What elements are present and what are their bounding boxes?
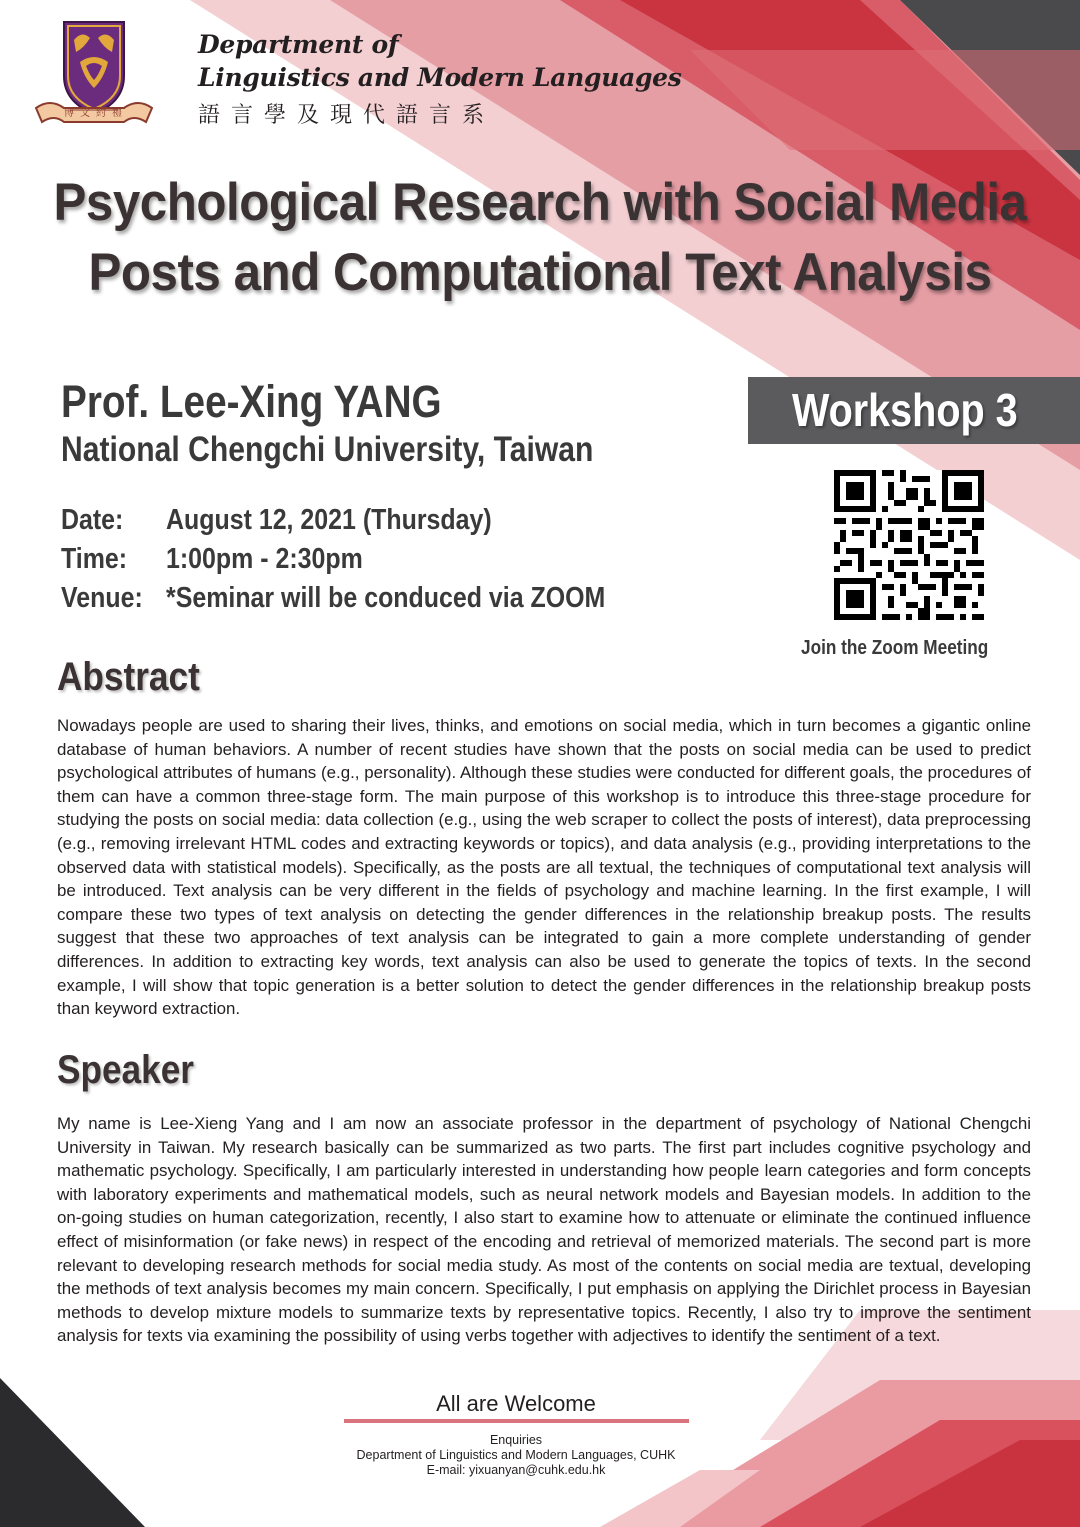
qr-caption: Join the Zoom Meeting bbox=[801, 637, 989, 659]
speaker-affiliation: National Chengchi University, Taiwan bbox=[61, 430, 594, 469]
abstract-text: Nowadays people are used to sharing their lives, thinks, and emotions on social media, which in turn becomes a gigantic online database of human behaviors. A number of recent studies have shown that the posts on social media can be used to predict psychological attributes of humans (e.g., personality). Although these studies were conducted for different goals, the procedures of them can have a common three-stage form. The main purpose of this workshop is to introduce this three-stage procedure for studying the posts on social media: data collection (e.g., using the web scraper to collect the posts of interest), data preprocessing (e.g., removing irrelevant HTML codes and extracting keywords or topics), and data analysis (e.g., providing interpretations to the observed data with statistical models). Specifically, as the posts are all textual, the techniques of computational text analysis will be introduced. Text analysis can be very different in the fields of psychology and machine learning. In the first example, I will compare these two types of text analysis on detecting the gender differences in the relationship breakup posts. The results suggest that these two approaches of text analysis can be integrated to gain a more complete understanding of gender differences. In addition to extracting key words, text analysis can also be used to generate the topics of texts. In the second example, I will show that topic generation is a better solution to detect the gender differences in the relationship breakup posts than keyword extraction. bbox=[57, 716, 1031, 1019]
workshop-badge-label: Workshop 3 bbox=[792, 384, 1018, 436]
dept-name-line2: Linguistics and Modern Languages bbox=[198, 63, 682, 92]
dept-name-line1: Department of bbox=[198, 30, 399, 59]
speaker-name: Prof. Lee-Xing YANG bbox=[61, 376, 442, 427]
title-line1: Psychological Research with Social Media bbox=[53, 173, 1027, 232]
venue-value: *Seminar will be conduced via ZOOM bbox=[166, 582, 606, 614]
venue-label: Venue: bbox=[61, 582, 143, 614]
welcome-text: All are Welcome bbox=[436, 1391, 596, 1416]
workshop-badge bbox=[748, 377, 1080, 444]
enquiries-email[interactable]: E-mail: yixuanyan@cuhk.edu.hk bbox=[426, 1463, 606, 1477]
enquiries-org: Department of Linguistics and Modern Languages, CUHK bbox=[356, 1448, 676, 1462]
logo-banner-text: 博文約禮 bbox=[64, 108, 128, 119]
speaker-bio-text: My name is Lee-Xieng Yang and I am now an associate professor in the department of psychology of National Chengchi University in Taiwan. My research basically can be summarized as two parts. The first part includes cognitive psychology and mathematic psychology. Specifically, I am particularly interested in understanding how people learn categories and form concepts with laboratory experiments and mathematical models, such as neural network models and Bayesian models. In addition to the on-going studies on human categorization, recently, I also start to examine how to attenuate or eliminate the continued influence effect of misinformation (or fake news) in respect of the encoding and retrieval of memorized materials. The second part is more relevant to developing research methods for social media study. As most of the contents on social media are textual, developing the methods of text analysis becomes my main concern. Specifically, I put emphasis on applying the Dirichlet process in Bayesian methods to develop mixture models to summarize texts by representative topics. Recently, I also try to improve the sentiment analysis for texts via examining the possibility of using verbs together with adjectives to identify the sentiment of a text. bbox=[57, 1114, 1031, 1346]
dept-name-chinese: 語言學及現代語言系 bbox=[198, 103, 496, 128]
time-label: Time: bbox=[61, 543, 128, 575]
speaker-heading: Speaker bbox=[57, 1048, 194, 1092]
abstract-heading: Abstract bbox=[57, 655, 200, 699]
date-label: Date: bbox=[61, 504, 124, 536]
time-value: 1:00pm - 2:30pm bbox=[166, 543, 363, 575]
qr-code-icon[interactable] bbox=[834, 470, 984, 620]
title-line2: Posts and Computational Text Analysis bbox=[88, 243, 992, 302]
enquiries-label: Enquiries bbox=[489, 1433, 543, 1447]
date-value: August 12, 2021 (Thursday) bbox=[166, 504, 492, 536]
footer-divider bbox=[344, 1419, 689, 1423]
